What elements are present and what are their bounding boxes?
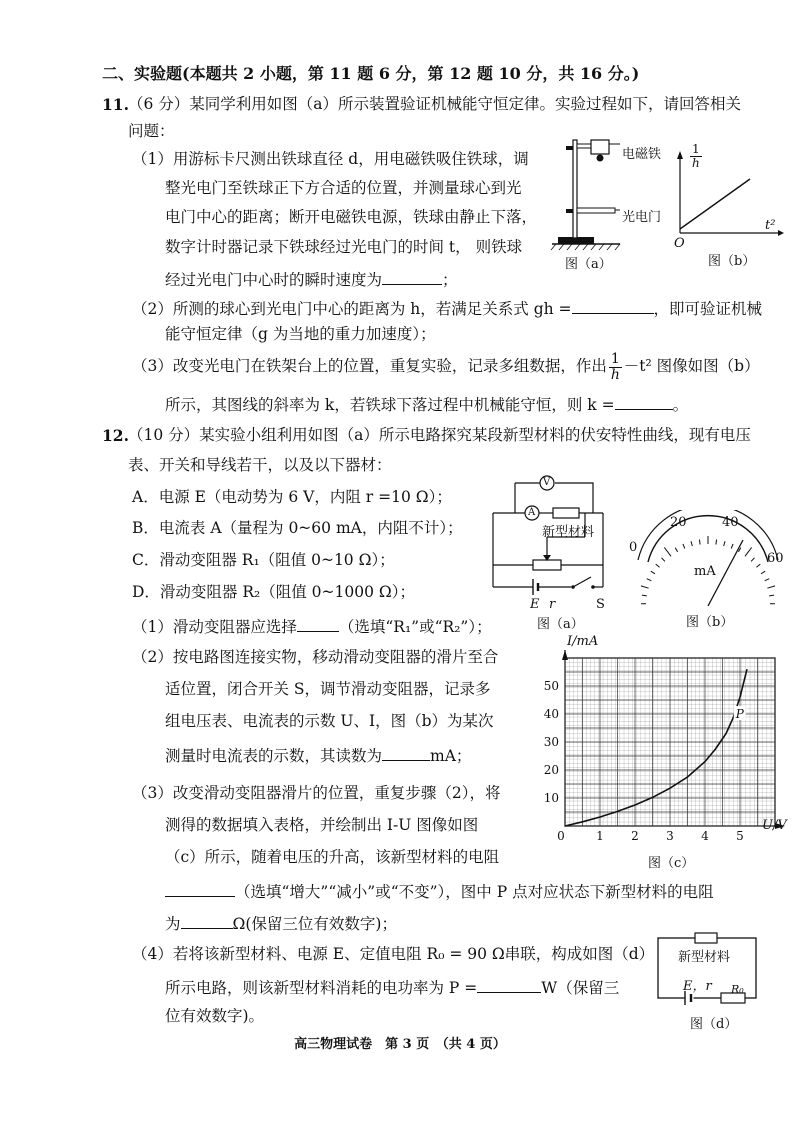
- dial-tick-mark: [664, 547, 671, 556]
- y-label-den: h: [691, 155, 700, 170]
- answer-blank-rheostat[interactable]: [297, 617, 339, 632]
- q12-p2-line1: （2）按电路图连接实物，移动滑动变阻器的滑片至合: [132, 648, 499, 666]
- q11-fig-b-y-label: [690, 143, 702, 169]
- q11-p1-line5: [165, 270, 458, 289]
- q11-p1-text: 经过光电门中心时的瞬时速度为: [165, 271, 383, 289]
- q12-p2-text: 测量时电流表的示数，其读数为: [165, 747, 383, 765]
- page-footer: 高三物理试卷 第 3 页 （共 4 页）: [294, 1037, 506, 1052]
- dial-tick-mark: [731, 544, 733, 549]
- q12-item-d: D．滑动变阻器 R₂（阻值 0~1000 Ω）；: [132, 583, 415, 601]
- q11-line1: （6 分）某同学利用如图（a）所示装置验证机械能守恒定律。实验过程如下，请回答相关: [128, 95, 742, 113]
- circuit-d-label-material: 新型材料: [678, 950, 731, 965]
- q12-p3-line1: （3）改变滑动变阻器滑片的位置，重复步骤（2），将: [132, 784, 501, 802]
- q11-number: 11.: [102, 95, 129, 114]
- dial-tick-0: 0: [629, 540, 638, 555]
- iu-chart: [535, 630, 790, 855]
- switch: [573, 577, 591, 587]
- q12-item-a: A．电源 E（电动势为 6 V，内阻 r =10 Ω）；: [132, 488, 452, 506]
- q12-p2-line4: [165, 746, 471, 765]
- circuit-label-r: r: [549, 597, 556, 612]
- x-tick-label: 5: [736, 829, 744, 843]
- x-tick-label: 1: [596, 829, 604, 843]
- q11-p1-line3: 电门中心的距离；断开电磁铁电源，铁球由静止下落，: [165, 208, 538, 226]
- caption-q12-fig-c: 图（c）: [648, 856, 695, 871]
- circuit-label-s: S: [596, 597, 605, 612]
- q12-item-c: C．滑动变阻器 R₁（阻值 0~10 Ω）；: [132, 551, 395, 569]
- circuit-label-material: 新型材料: [542, 525, 595, 540]
- circuit-label-v: V: [543, 477, 551, 488]
- dial-tick-mark: [724, 541, 725, 546]
- q12-item-b: B．电流表 A（量程为 0~60 mA，内阻不计）；: [132, 519, 463, 537]
- q11-p3-text3: 所示，其图线的斜率为 k，若铁球下落过程中机械能守恒，则 k =: [165, 396, 615, 414]
- point-p-label: P: [735, 707, 744, 721]
- dial-tick-60: 60: [767, 551, 784, 566]
- dial-tick-20: 20: [670, 515, 687, 530]
- q12-p4-line2: [165, 978, 619, 997]
- answer-blank-power[interactable]: [477, 978, 541, 993]
- label-photogate: 光电门: [622, 210, 662, 225]
- x-tick-label: 4: [701, 829, 709, 843]
- q12-p3-text5: 为: [165, 915, 181, 933]
- q12-figure-a: [485, 475, 610, 615]
- dial-tick-mark: [683, 544, 685, 549]
- dial-tick-mark: [651, 571, 655, 574]
- circuit-d-label-er: E，r: [683, 979, 712, 994]
- q11-line2: 问题：: [128, 122, 175, 140]
- q12-p3-end: Ω(保留三位有效数字)；: [232, 915, 397, 933]
- q12-p3-line3: （c）所示，随着电压的升高，该新型材料的电阻: [165, 848, 500, 866]
- caption-q12-fig-a: 图（a）: [537, 617, 584, 632]
- q12-p3-line4: [165, 882, 714, 901]
- answer-blank-velocity[interactable]: [382, 270, 442, 285]
- q11-p2-line1: [132, 299, 762, 318]
- dial-tick-mark: [756, 564, 760, 567]
- q11-p3-text2: －t² 图像如图（b）: [623, 357, 760, 376]
- answer-blank-trend[interactable]: [165, 882, 235, 897]
- caption-q11-fig-b: 图（b）: [708, 254, 756, 269]
- dial-tick-mark: [745, 547, 752, 556]
- y-tick-label: 30: [543, 735, 559, 749]
- q12-p1-end: （选填“R₁”或“R₂”）；: [338, 618, 492, 636]
- q12-p2-line3: 组电压表、电流表的示数 U、I，图（b）为某次: [165, 712, 494, 730]
- q11-figure-b: [670, 142, 785, 250]
- q11-p3-text: （3）改变光电门在铁架台上的位置，重复实验，记录多组数据，作出: [132, 357, 607, 376]
- caption-q12-fig-d: 图（d）: [690, 1017, 738, 1032]
- photogate: [577, 208, 615, 213]
- q12-p3-text4: （选填“增大”“减小”或“不变”），图中 P 点对应状态下新型材料的电阻: [235, 883, 714, 901]
- q11-p3-line1: [132, 352, 760, 382]
- x-tick-label: 3: [666, 829, 674, 843]
- q12-p1: [132, 617, 492, 636]
- y-label-num: 1: [692, 142, 700, 156]
- y-tick-label: 50: [543, 679, 559, 693]
- q12-figure-d: [655, 930, 765, 1008]
- answer-blank-k[interactable]: [615, 395, 673, 410]
- q11-p2-text: （2）所测的球心到光电门中心的距离为 h，若满足关系式 gh =: [132, 300, 572, 318]
- label-electromagnet: 电磁铁: [622, 147, 662, 162]
- dial-tick-40: 40: [722, 515, 739, 530]
- dial-tick-mark: [662, 558, 665, 562]
- q12-p3-line5: [165, 914, 397, 933]
- q12-p4-text2: W（保留三: [541, 979, 620, 997]
- dial-tick-mark: [761, 571, 765, 574]
- rheostat: [533, 560, 561, 570]
- dial-tick-mark: [641, 586, 649, 588]
- y-tick-label: 10: [543, 791, 559, 805]
- frac-numerator: 1: [610, 351, 620, 367]
- q11-p2-end: ，即可验证机械: [653, 300, 763, 318]
- x-tick-label: 2: [631, 829, 639, 843]
- dial-unit: mA: [694, 564, 716, 579]
- circuit-label-e: E: [530, 597, 540, 612]
- frac-denominator: h: [610, 366, 620, 383]
- caption-q11-fig-a: 图（a）: [565, 257, 612, 272]
- dial-tick-mark: [656, 564, 660, 567]
- new-material-resistor: [553, 508, 579, 518]
- electromagnet: [591, 140, 609, 154]
- q11-p1-line4: 数字计时器记录下铁球经过光电门的时间 t， 则铁球: [165, 238, 523, 256]
- q12-p4-text: 所示电路，则该新型材料消耗的电功率为 P =: [165, 979, 478, 997]
- dial-tick-mark: [751, 558, 754, 562]
- q11-fig-b-x-label: t²: [765, 218, 776, 233]
- q12-p3-line2: 测得的数据填入表格，并绘制出 I-U 图像如图: [165, 816, 479, 834]
- dial-tick-mark: [691, 541, 692, 546]
- dial-tick-mark: [647, 579, 652, 581]
- answer-blank-resistance[interactable]: [181, 914, 233, 929]
- dial-tick-mark: [716, 540, 717, 545]
- caption-q12-fig-b: 图（b）: [686, 615, 734, 630]
- chart-x-label: U/V: [762, 818, 787, 833]
- q11-p1-line2: 整光电门至铁球正下方合适的位置，并测量球心到光: [165, 179, 522, 197]
- q11-p3-line2: [165, 395, 688, 414]
- stand-pole: [573, 140, 577, 238]
- dial-tick-mark: [767, 586, 775, 588]
- q12-number: 12.: [102, 426, 129, 445]
- q12-p2-end: mA；: [430, 747, 472, 765]
- q12-p4-line1: （4）若将该新型材料、电源 E、定值电阻 R₀ = 90 Ω串联，构成如图（d）: [132, 945, 655, 963]
- fraction-1-over-h: [609, 352, 622, 382]
- q12-line1: （10 分）某实验小组利用如图（a）所示电路探究某段新型材料的伏安特性曲线，现有电压: [128, 426, 751, 444]
- circuit-label-a: A: [528, 507, 536, 518]
- linear-graph-line: [680, 179, 750, 229]
- chart-y-label: I/mA: [567, 634, 599, 649]
- dial-tick-mark: [765, 579, 770, 581]
- q12-p1-text: （1）滑动变阻器应选择: [132, 618, 297, 636]
- answer-blank-reading[interactable]: [382, 746, 430, 761]
- q11-p3-end: 。: [672, 396, 689, 414]
- q11-p1-line1: （1）用游标卡尺测出铁球直径 d，用电磁铁吸住铁球，调: [132, 150, 529, 168]
- y-tick-label: 40: [543, 707, 559, 721]
- circuit-d-material: [695, 933, 717, 943]
- q12-p2-line2: 适位置，闭合开关 S，调节滑动变阻器，记录多: [165, 680, 491, 698]
- circuit-d-label-r0: R₀: [731, 983, 744, 996]
- q12-line2: 表、开关和导线若干，以及以下器材：: [128, 456, 392, 474]
- dial-tick-mark: [699, 540, 700, 545]
- q11-fig-b-origin: O: [674, 236, 685, 251]
- q11-p2-line2: 能守恒定律（g 为当地的重力加速度）；: [165, 325, 436, 343]
- iron-ball: [597, 155, 604, 162]
- q12-p4-line3: 位有效数字)。: [165, 1007, 265, 1025]
- q11-p1-end: ；: [442, 271, 458, 289]
- dial-tick-mark: [642, 595, 647, 596]
- answer-blank-gh[interactable]: [572, 299, 654, 314]
- y-tick-label: 20: [543, 763, 559, 777]
- dial-tick-mark: [675, 548, 677, 552]
- dial-tick-mark: [769, 595, 774, 596]
- section-title: 二、实验题(本题共 2 小题，第 11 题 6 分，第 12 题 10 分，共 16 分。): [102, 64, 640, 83]
- x-tick-label: 0: [557, 829, 565, 843]
